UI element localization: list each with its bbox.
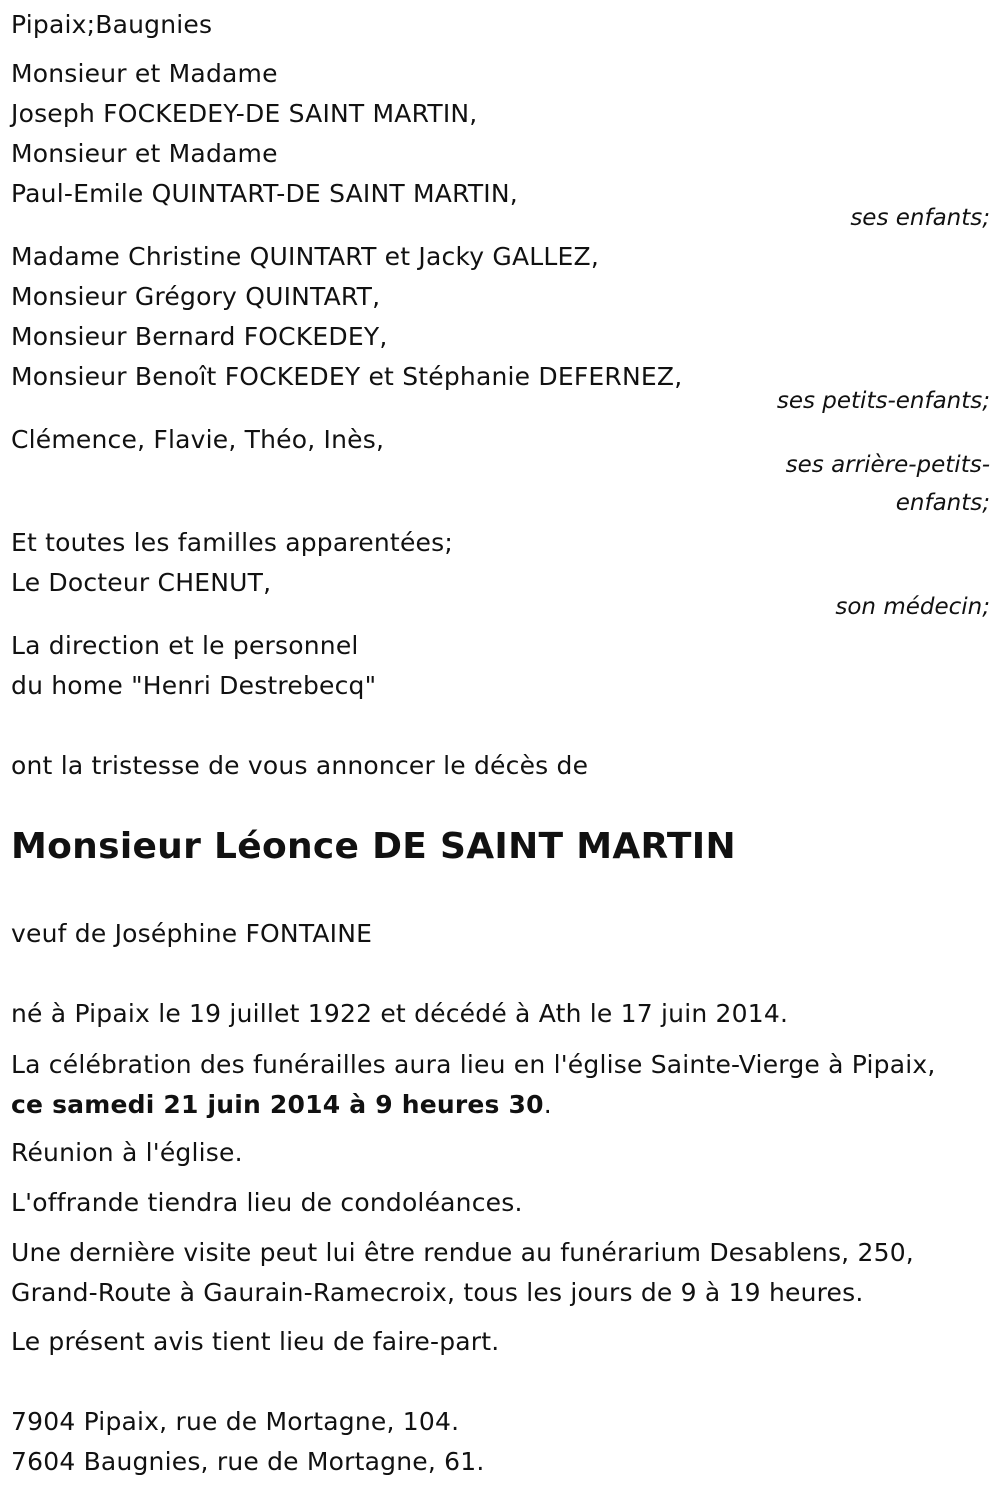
children-line: Monsieur et Madame xyxy=(11,59,278,88)
visit-line: Grand-Route à Gaurain-Ramecroix, tous les jours de 9 à 19 heures. xyxy=(11,1278,864,1307)
birth-death-line: né à Pipaix le 19 juillet 1922 et décédé à Ath le 17 juin 2014. xyxy=(11,999,789,1028)
celebration-line: La célébration des funérailles aura lieu en l'église Sainte-Vierge à Pipaix, xyxy=(11,1050,936,1079)
great-grandchildren-line: Clémence, Flavie, Théo, Inès, xyxy=(11,425,385,454)
children-line: Joseph FOCKEDEY-DE SAINT MARTIN, xyxy=(11,99,478,128)
great-grandchildren-role: ses arrière-petits- xyxy=(785,452,990,478)
offering-line: L'offrande tiendra lieu de condoléances. xyxy=(11,1188,523,1217)
grandchildren-role: ses petits-enfants; xyxy=(776,388,990,414)
great-grandchildren-role: enfants; xyxy=(895,490,990,516)
spouse-line: veuf de Joséphine FONTAINE xyxy=(11,919,373,948)
funeral-datetime-line xyxy=(11,1090,552,1120)
notice-line: Le présent avis tient lieu de faire-part. xyxy=(11,1327,500,1356)
children-role: ses enfants; xyxy=(850,205,990,231)
grandchildren-line: Monsieur Grégory QUINTART, xyxy=(11,282,381,311)
doctor-role: son médecin; xyxy=(835,594,990,620)
grandchildren-line: Monsieur Bernard FOCKEDEY, xyxy=(11,322,388,351)
meeting-line: Réunion à l'église. xyxy=(11,1138,243,1167)
visit-line: Une dernière visite peut lui être rendue au funérarium Desablens, 250, xyxy=(11,1238,914,1267)
doctor-line: Le Docteur CHENUT, xyxy=(11,568,272,597)
home-staff-line: du home "Henri Destrebecq" xyxy=(11,671,377,700)
deceased-name: Monsieur Léonce DE SAINT MARTIN xyxy=(11,826,736,867)
announcement-text: ont la tristesse de vous annoncer le décès de xyxy=(11,751,589,780)
location-header: Pipaix;Baugnies xyxy=(11,10,213,39)
grandchildren-line: Madame Christine QUINTART et Jacky GALLEZ, xyxy=(11,242,599,271)
families-line: Et toutes les familles apparentées; xyxy=(11,528,453,557)
grandchildren-line: Monsieur Benoît FOCKEDEY et Stéphanie DEFERNEZ, xyxy=(11,362,683,391)
address-line: 7904 Pipaix, rue de Mortagne, 104. xyxy=(11,1407,460,1436)
funeral-datetime: ce samedi 21 juin 2014 à 9 heures 30 xyxy=(11,1090,544,1119)
children-line: Monsieur et Madame xyxy=(11,139,278,168)
funeral-datetime-suffix: . xyxy=(543,1090,552,1119)
address-line: 7604 Baugnies, rue de Mortagne, 61. xyxy=(11,1447,485,1476)
home-staff-line: La direction et le personnel xyxy=(11,631,359,660)
children-line: Paul-Emile QUINTART-DE SAINT MARTIN, xyxy=(11,179,518,208)
